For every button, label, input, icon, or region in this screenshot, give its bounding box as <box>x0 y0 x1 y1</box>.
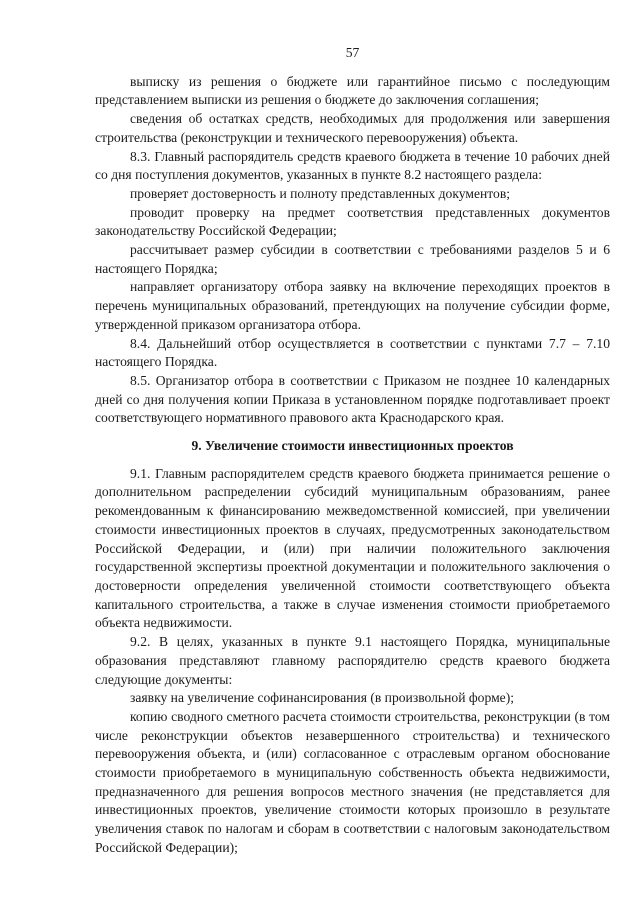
paragraph: 8.4. Дальнейший отбор осуществляется в соответствии с пунктами 7.7 – 7.10 настоящего Порядка. <box>95 335 610 370</box>
paragraph: сведения об остатках средств, необходимых для продолжения или завершения строительства (реконструкции и технического перевооружения) объекта. <box>95 111 610 145</box>
paragraph: проверяет достоверность и полноту представленных документов; <box>130 185 511 201</box>
section-heading: 9. Увеличение стоимости инвестиционных проектов <box>191 438 514 454</box>
paragraph: копию сводного сметного расчета стоимости строительства, реконструкции (в том числе реконструкции объектов незавершенного строительства) и технического перевооружения объекта, и (или) согласованное с отраслевым органом обоснование стоимости приобретаемого в муниципальную собственность объекта недвижимости, предназначенного для решения вопросов местного значения (не представляется для инвестиционных проектов, увеличение стоимости которых произошло в результате увеличения ставок по налогам и сборам в соответствии с налоговым законодательством Российской Федерации); <box>95 708 610 855</box>
body-text-before <box>95 73 610 428</box>
paragraph: проводит проверку на предмет соответствия представленных документов законодательству Российской Федерации; <box>95 204 610 239</box>
paragraph: 9.2. В целях, указанных в пункте 9.1 настоящего Порядка, муниципальные образования представляют главному распорядителю средств краевого бюджета следующие документы: <box>95 634 610 687</box>
page-number: 57 <box>345 45 360 60</box>
paragraph: 8.3. Главный распорядитель средств краевого бюджета в течение 10 рабочих дней со дня поступления документов, указанных в пункте 8.2 настоящего раздела: <box>95 148 610 183</box>
paragraph: 8.5. Организатор отбора в соответствии с Приказом не позднее 10 календарных дней со дня получения копии Приказа в установленном порядке подготавливает проект соответствующего нормативного правового акта Краснодарского края. <box>95 372 610 426</box>
paragraph: заявку на увеличение софинансирования (в произвольной форме); <box>130 690 515 706</box>
paragraph: направляет организатору отбора заявку на включение переходящих проектов в перечень муниципальных образований, претендующих на получение субсидии форме, утвержденной приказом организатора отбора. <box>95 279 610 332</box>
paragraph: 9.1. Главным распорядителем средств краевого бюджета принимается решение о дополнительном распределении субсидий муниципальным образованиям, ранее рекомендованным к финансированию межведомственной комиссией, при увеличении стоимости инвестиционных проектов в случаях, предусмотренных законодательством Российской Федерации, и (или) при наличии положительного заключения государственной экспертизы проектной документации и положительного заключения о достоверности определения увеличенной стоимости соответствующего объекта капитального строительства, а также в случае изменения стоимости приобретаемого объекта недвижимости. <box>95 465 610 631</box>
paragraph: выписку из решения о бюджете или гарантийное письмо с последующим представлением выписки из решения о бюджете до заключения соглашения; <box>95 73 610 108</box>
body-text-after <box>95 465 610 858</box>
paragraph: рассчитывает размер субсидии в соответствии с требованиями разделов 5 и 6 настоящего Порядка; <box>95 242 610 276</box>
